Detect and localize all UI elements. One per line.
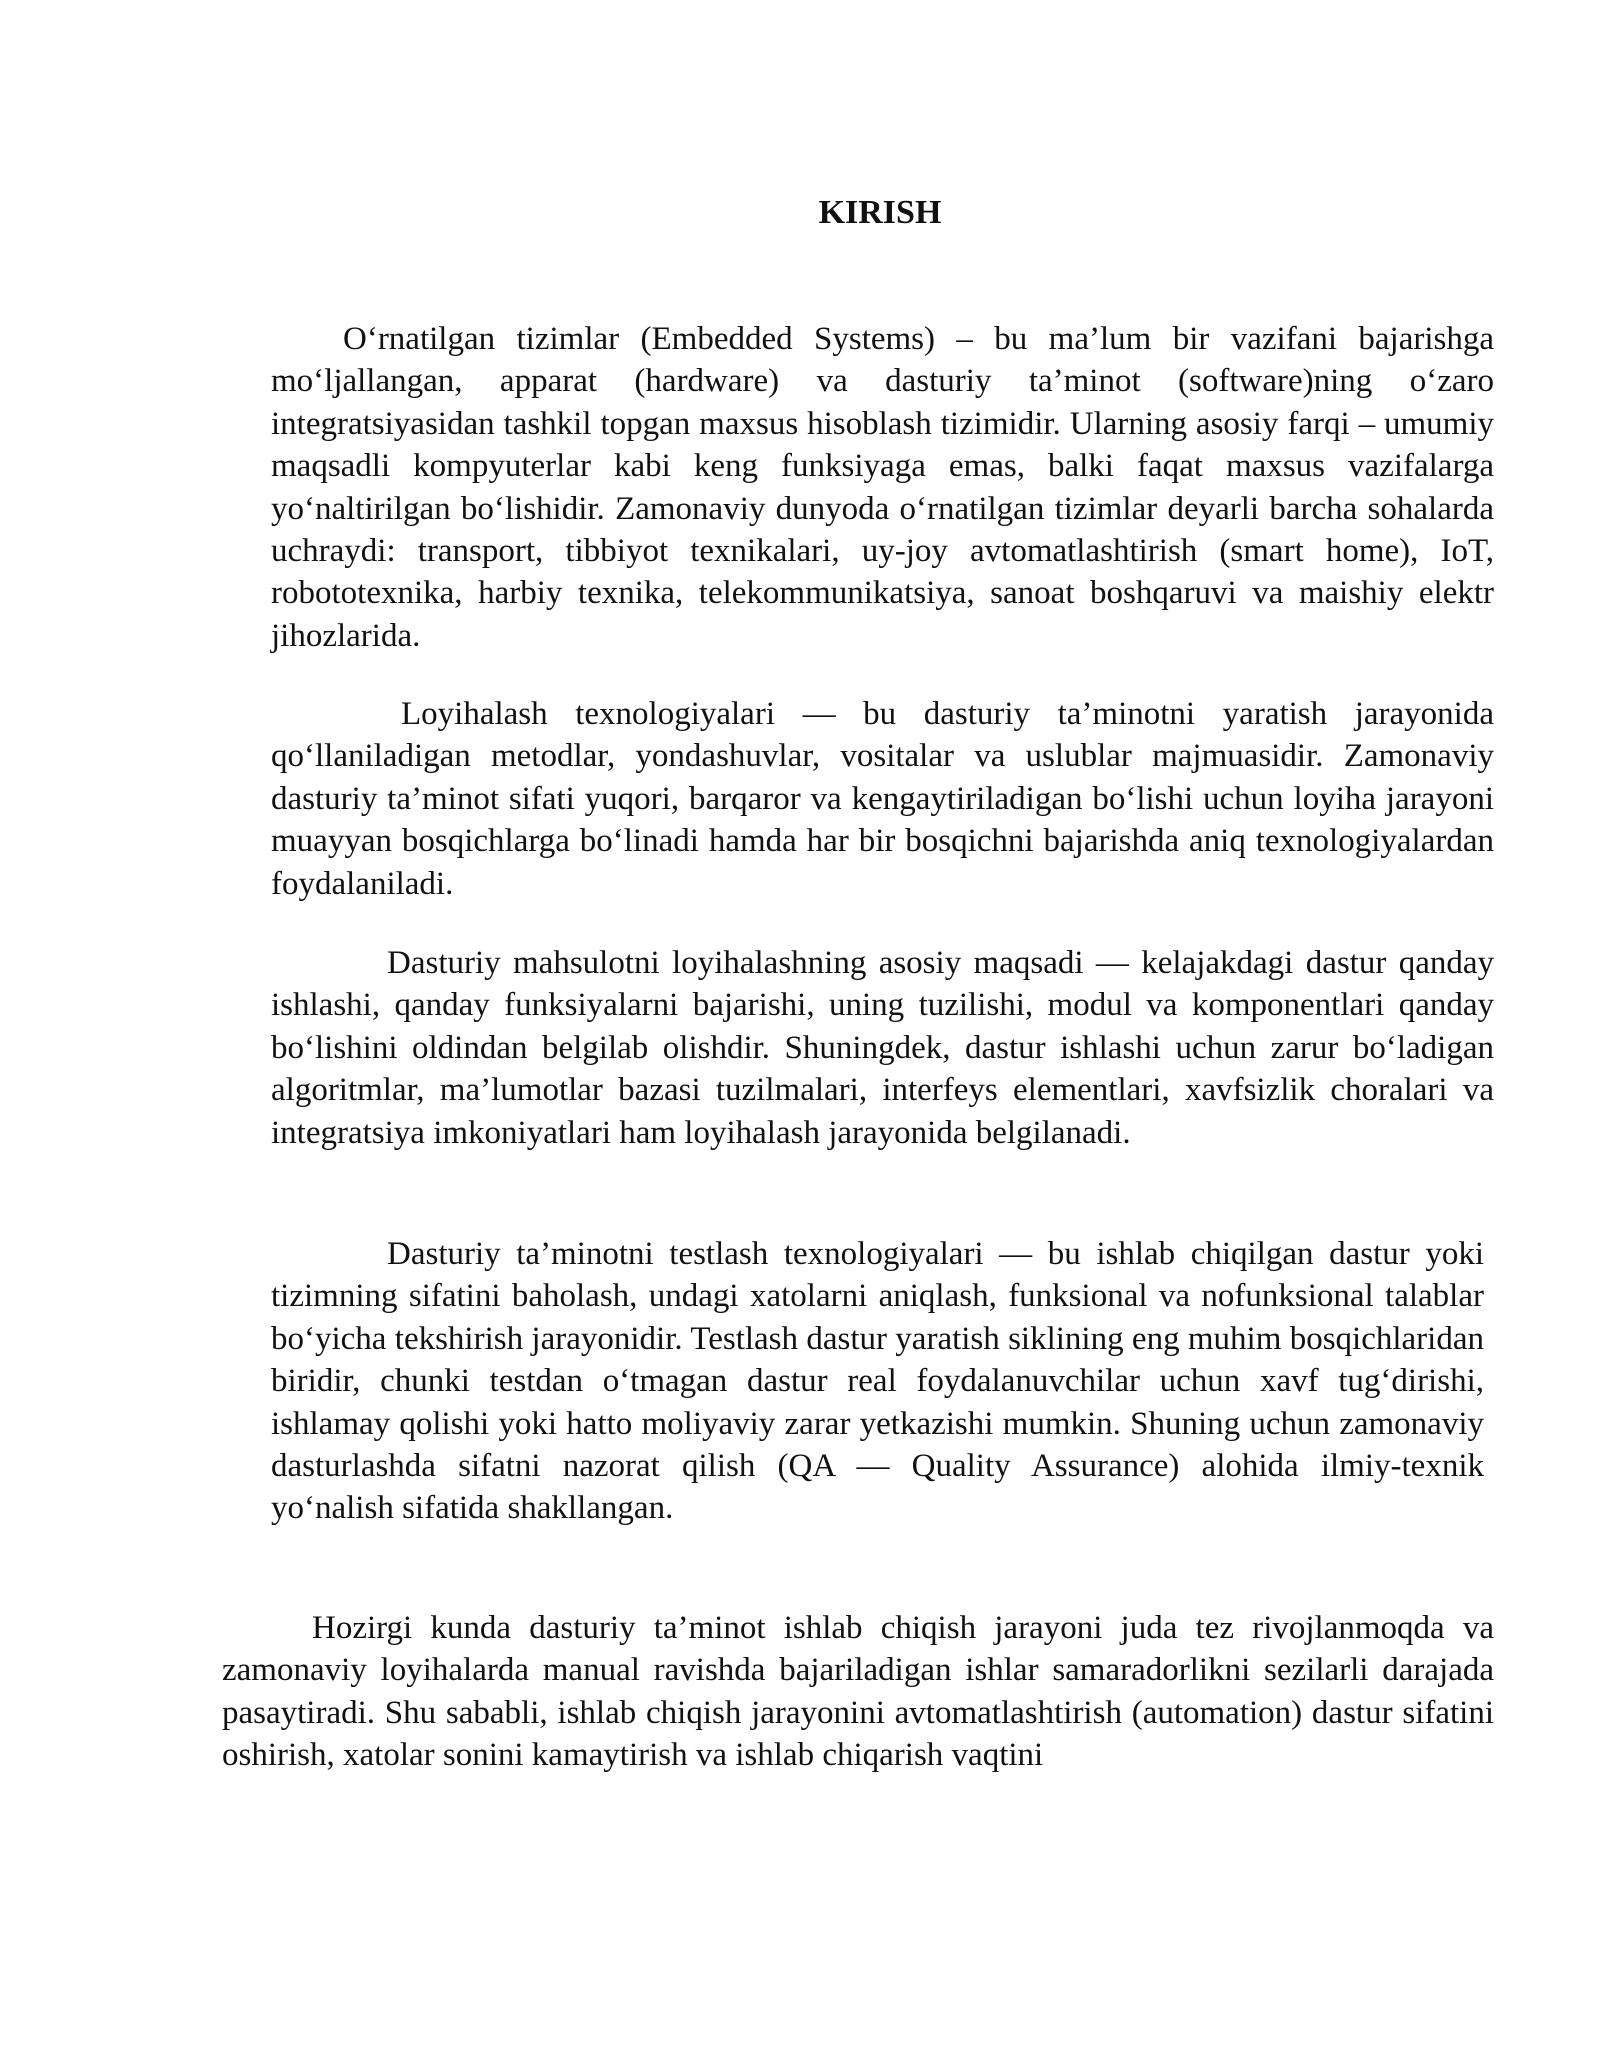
paragraph-automation: Hozirgi kunda dasturiy ta’minot ishlab chiqish jarayoni juda tez rivojlanmoqda va zamonaviy loyihalarda manual ravishda bajariladigan ishlar samaradorlikni sezilarli darajada pasaytiradi. Shu sababli, ishlab chiqish jarayonini avtomatlashtirish (automation) dastur sifatini oshirish, xatolar sonini kamaytirish va ishlab chiqarish vaqtini	[222, 1610, 1494, 1774]
paragraph-design-technologies: Loyihalash texnologiyalari — bu dasturiy ta’minotni yaratish jarayonida qo‘llaniladigan metodlar, yondashuvlar, vositalar va uslublar majmuasidir. Zamonaviy dasturiy ta’minot sifati yuqori, barqaror va kengaytiriladigan bo‘lishi uchun loyiha jarayoni muayyan bosqichlarga bo‘linadi hamda har bir bosqichni bajarishda aniq texnologiyalardan foydalaniladi.	[271, 696, 1494, 902]
paragraph-design-goal: Dasturiy mahsulotni loyihalashning asosiy maqsadi — kelajakdagi dastur qanday ishlashi, qanday funksiyalarni bajarishi, uning tuzilishi, modul va komponentlari qanday bo‘lishini oldindan belgilab olishdir. Shuningdek, dastur ishlashi uchun zarur bo‘ladigan algoritmlar, ma’lumotlar bazasi tuzilmalari, interfeys elementlari, xavfsizlik choralari va integratsiya imkoniyatlari ham loyihalash jarayonida belgilanadi.	[271, 945, 1494, 1151]
paragraph-testing-technologies: Dasturiy ta’minotni testlash texnologiyalari — bu ishlab chiqilgan dastur yoki tizimning sifatini baholash, undagi xatolarni aniqlash, funksional va nofunksional talablar bo‘yicha tekshirish jarayonidir. Testlash dastur yaratish siklining eng muhim bosqichlaridan biridir, chunki testdan o‘tmagan dastur real foydalanuvchilar uchun xavf tug‘dirishi, ishlamay qolishi yoki hatto moliyaviy zarar yetkazishi mumkin. Shuning uchun zamonaviy dasturlashda sifatni nazorat qilish (QA — Quality Assurance) alohida ilmiy-texnik yo‘nalish sifatida shakllangan.	[271, 1236, 1484, 1527]
page-title: KIRISH	[818, 194, 942, 231]
paragraph-embedded-systems: O‘rnatilgan tizimlar (Embedded Systems) – bu ma’lum bir vazifani bajarishga mo‘ljallangan, apparat (hardware) va dasturiy ta’minot (software)ning o‘zaro integratsiyasidan tashkil topgan maxsus hisoblash tizimidir. Ularning asosiy farqi – umumiy maqsadli kompyuterlar kabi keng funksiyaga emas, balki faqat maxsus vazifalarga yo‘naltirilgan bo‘lishidir. Zamonaviy dunyoda o‘rnatilgan tizimlar deyarli barcha sohalarda uchraydi: transport, tibbiyot texnikalari, uy-joy avtomatlashtirish (smart home), IoT, robototexnika, harbiy texnika, telekommunikatsiya, sanoat boshqaruvi va maishiy elektr jihozlarida.	[271, 321, 1494, 654]
